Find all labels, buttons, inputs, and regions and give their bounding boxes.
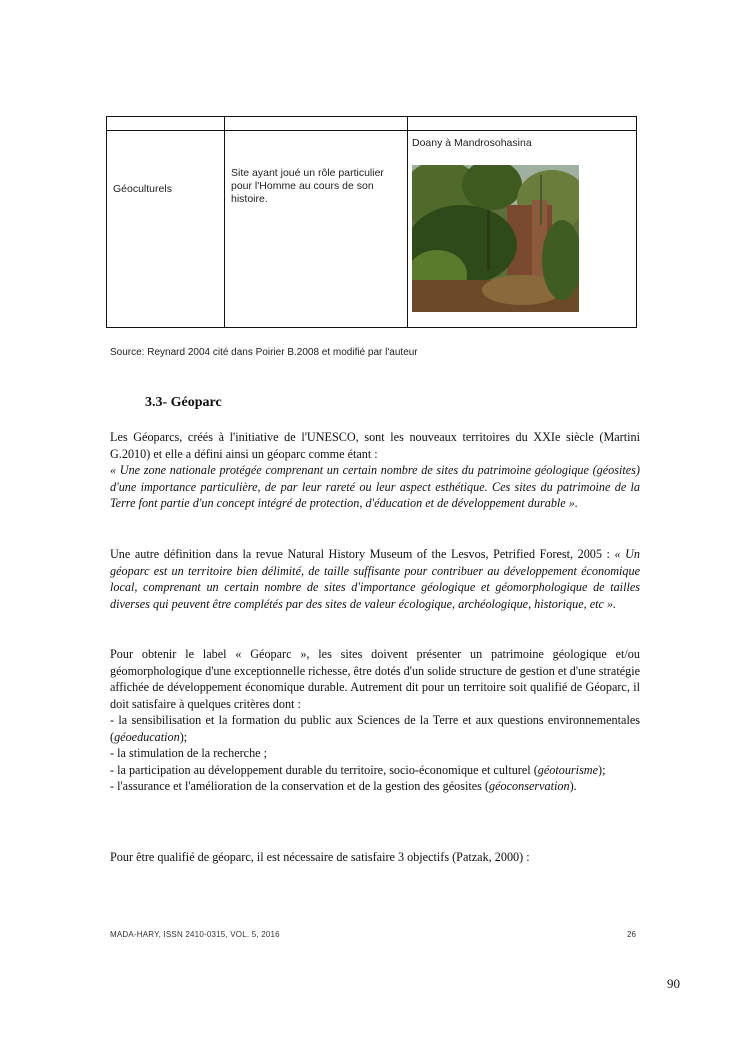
paragraph-2-quote: « Un géoparc est un territoire bien délimité, de taille suffisante pour contribuer au développement économique local, comprenant un certain nombre de sites d'importance géologique et géomorphologique de tailles diverses qui peuvent être complétés par des sites de valeur écologique, archéologique, historique, etc ».	[110, 547, 641, 611]
paragraph-1	[110, 429, 640, 512]
table-header-divider	[107, 130, 636, 131]
paragraph-4: Pour être qualifié de géoparc, il est nécessaire de satisfaire 3 objectifs (Patzak, 2000) :	[110, 850, 530, 864]
list-item: - la sensibilisation et la formation du public aux Sciences de la Terre et aux questions environnementales (géoeducation);	[110, 713, 640, 744]
table-column-divider	[224, 117, 225, 327]
paragraph-2-text: Une autre définition dans la revue Natural History Museum of the Lesvos, Petrified Forest, 2005 :	[110, 547, 610, 561]
paragraph-1-text: Les Géoparcs, créés à l'initiative de l'UNESCO, sont les nouveaux territoires du XXIe siècle (Martini G.2010) et elle a défini ainsi un géoparc comme étant :	[110, 430, 640, 461]
paragraph-3	[110, 646, 640, 795]
table-column-divider	[407, 117, 408, 327]
list-item: - la participation au développement durable du territoire, socio-économique et culturel (géotourisme);	[110, 762, 606, 777]
site-photo	[412, 165, 579, 312]
table-source: Source: Reynard 2004 cité dans Poirier B.2008 et modifié par l'auteur	[110, 347, 418, 358]
table-cell-category: Géoculturels	[113, 183, 172, 195]
criteria-table	[106, 116, 637, 328]
page-number: 90	[667, 976, 680, 991]
list-item: - l'assurance et l'amélioration de la conservation et de la gestion des géosites (géoconservation).	[110, 779, 577, 793]
list-item: - la stimulation de la recherche ;	[110, 746, 268, 760]
inner-page-number: 26	[627, 930, 636, 939]
section-heading: 3.3- Géoparc	[145, 395, 222, 410]
paragraph-3-intro: Pour obtenir le label « Géoparc », les sites doivent présenter un patrimoine géologique et/ou géomorphologique d'une exceptionnelle richesse, être dotés d'un solide structure de gestion et d'une stratégie affichée de développement économique durable. Autrement dit pour un territoire soit qualifié de Géoparc, il doit satisfaire à quelques critères dont :	[110, 647, 640, 711]
table-cell-description: Site ayant joué un rôle particulier pour l'Homme au cours de son histoire.	[231, 167, 384, 205]
paragraph-1-quote: « Une zone nationale protégée comprenant un certain nombre de sites du patrimoine géologique (géosites) d'une importance particulière, de par leur rareté ou leur aspect esthétique. Ces sites du patrimoine de la Terre font partie d'un concept intégré de protection, d'éducation et de développement durable ».	[110, 463, 640, 510]
paragraph-2	[110, 546, 640, 612]
journal-footer: MADA-HARY, ISSN 2410-0315, VOL. 5, 2016	[110, 930, 280, 939]
table-cell-example-title: Doany à Mandrosohasina	[412, 137, 532, 149]
